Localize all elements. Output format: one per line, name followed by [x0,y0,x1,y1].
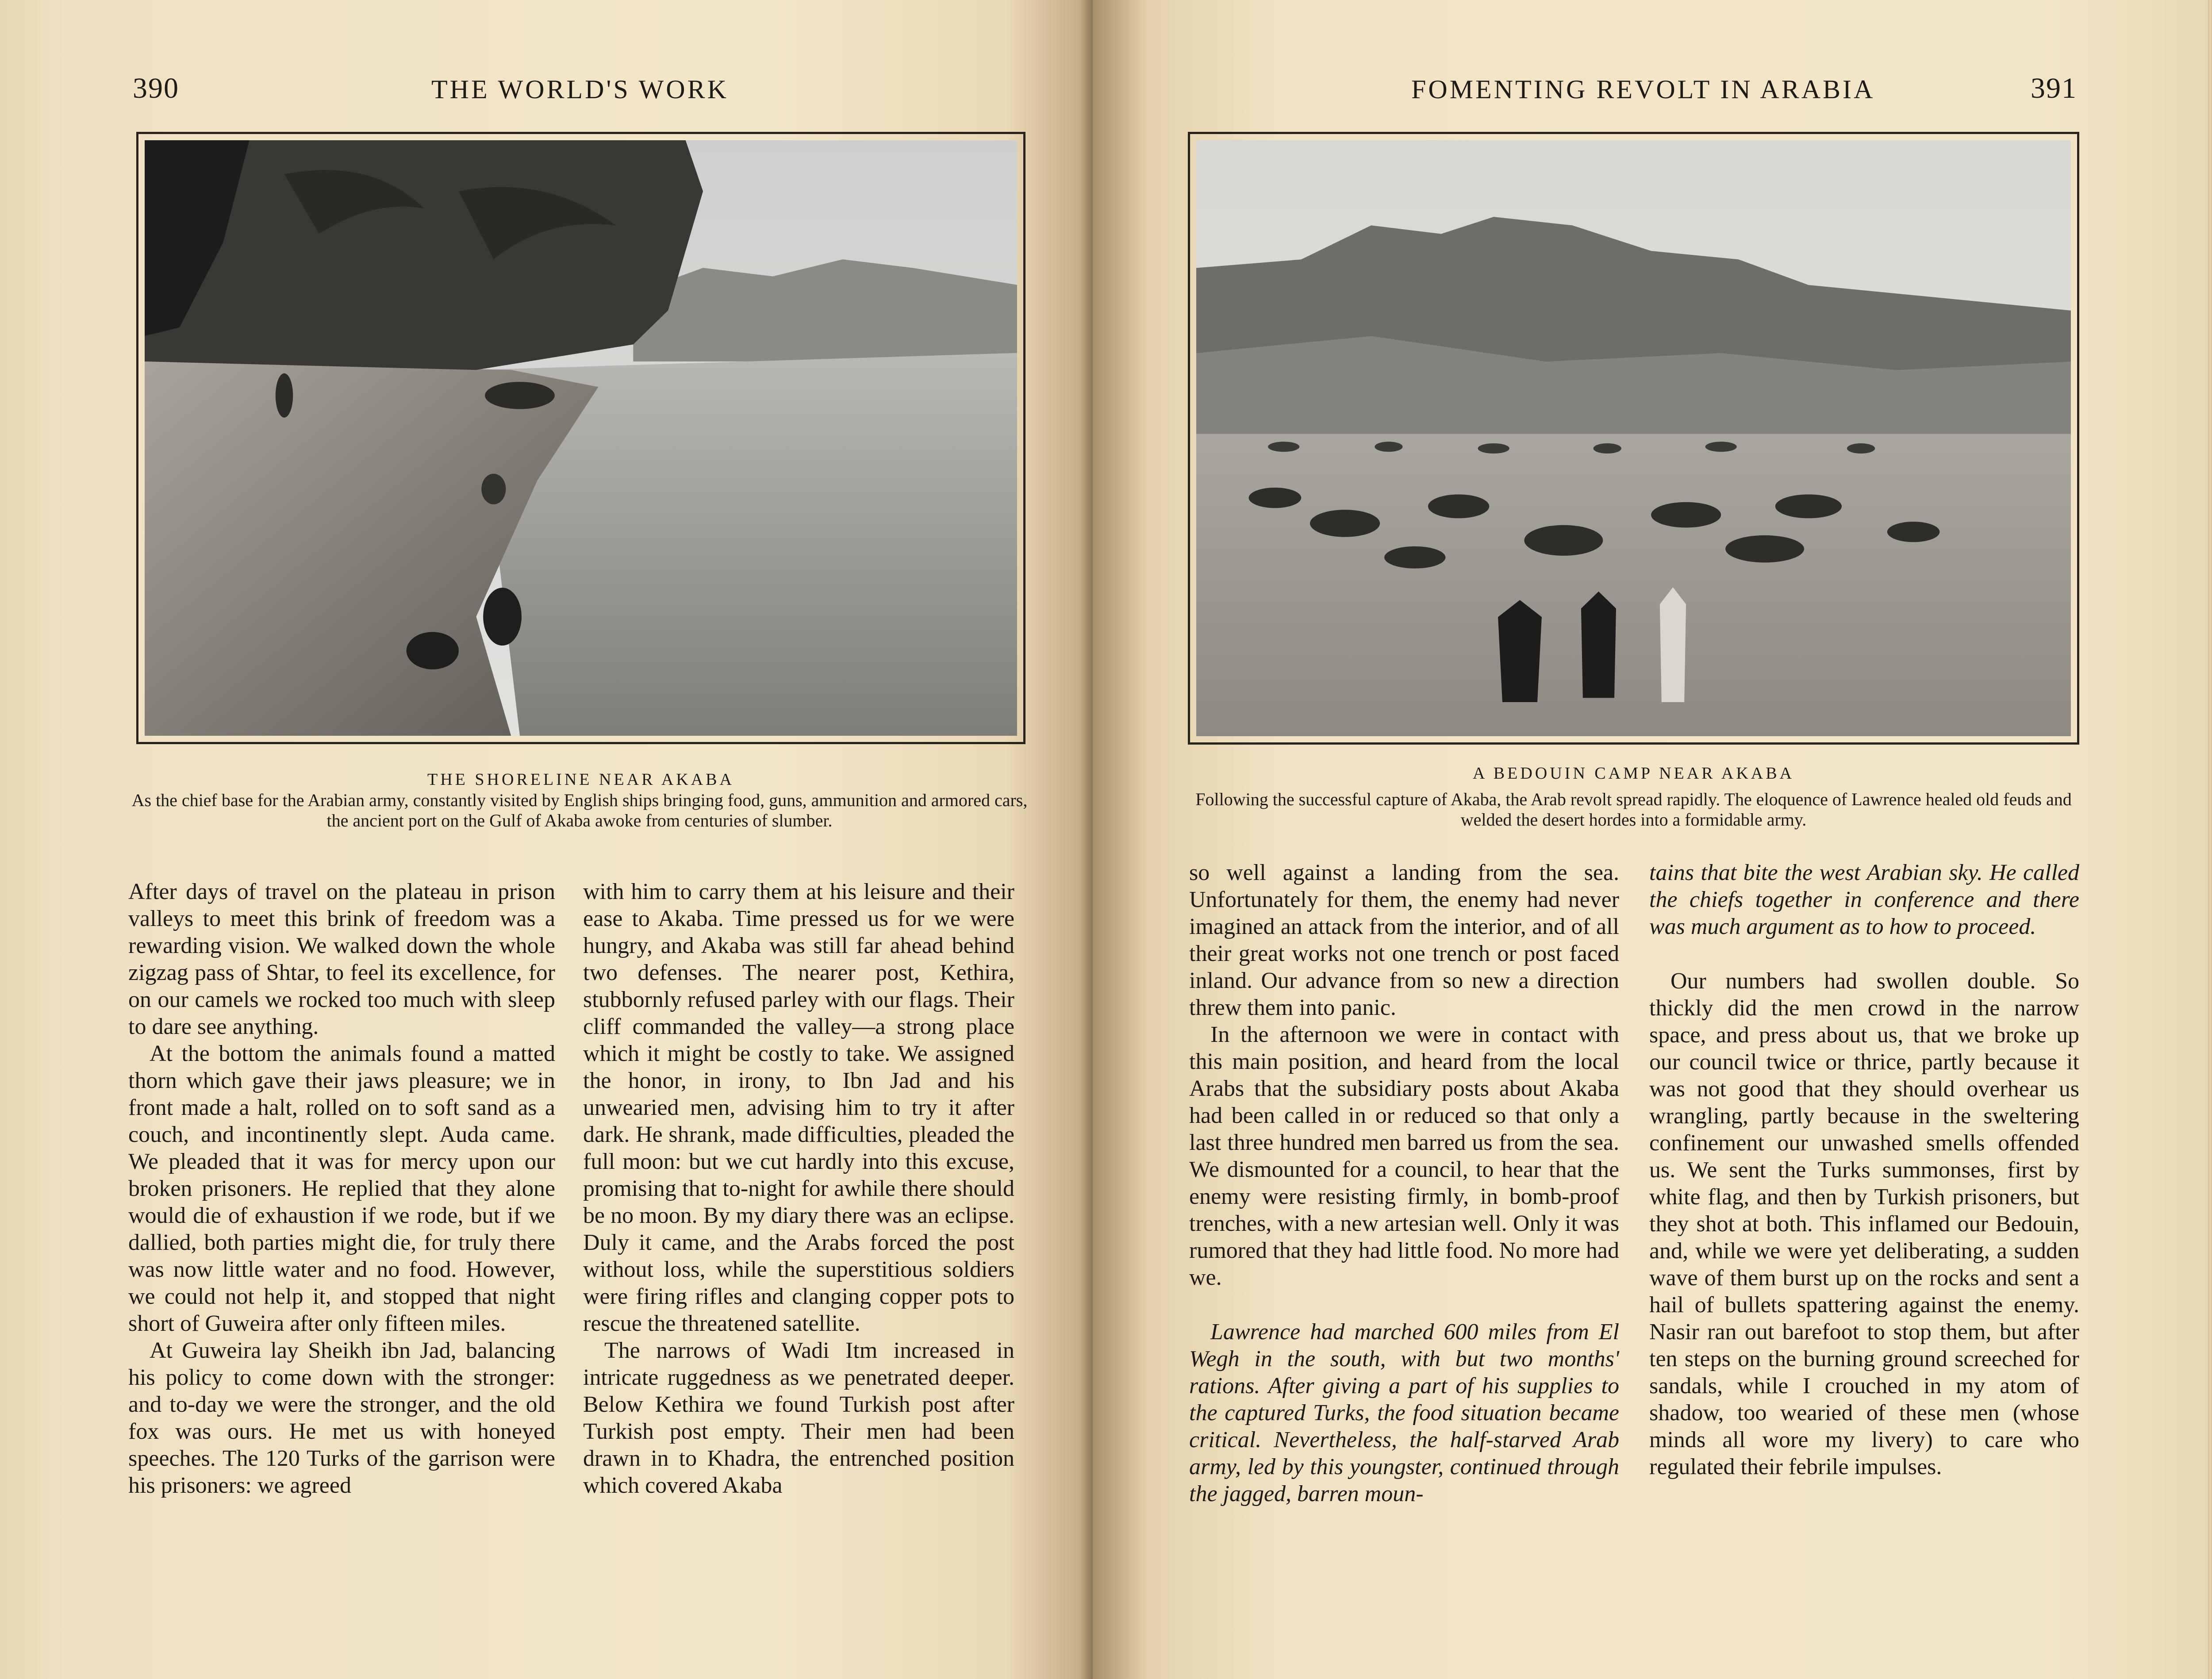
figure-caption: Following the successful capture of Akaba, the Arab revolt spread rapidly. The eloquence of Lawrence healed old feuds and welded the desert hordes into a formidable army. [1195,789,2072,830]
bedouin-camp-photo [1196,140,2071,736]
photo-frame [136,132,1025,744]
paragraph: so well against a landing from the sea. Unfortunately for them, the enemy had never imagined an attack from the interior, and of all their great works not one trench or post faced inland. Our advance from so new a direction threw them into panic. [1189,860,1619,1020]
paragraph: The narrows of Wadi Itm increased in intricate ruggedness as we penetrated deeper. Below Kethira we found Turkish post after Turkish post empty. Their men had been drawn in to Khadra, the entrenched position which covered Akaba [583,1338,1014,1498]
paragraph: Our numbers had swollen double. So thickly did the men crowd in the narrow space, and press about us, that we broke up our council twice or thrice, partly because it was not good that they should overhear us wrangling, partly because in the sweltering confinement our unwashed smells offended us. We sent the Turks summonses, first by white flag, and then by Turkish prisoners, but they shot at both. This inflamed our Bedouin, and, while we were yet deliberating, a sudden wave of them burst up on the rocks and sent a hail of bullets spattering against the enemy. Nasir ran out barefoot to stop them, but after ten steps on the burning ground screeched for sandals, while I crouched in my atom of shadow, too wearied of these men (whose minds all wore my livery) to care who regulated their febrile impulses. [1649,968,2079,1479]
figure-title: A BEDOUIN CAMP NEAR AKABA [1472,764,1795,783]
paragraph: At the bottom the animals found a matted thorn which gave their jaws pleasure; we in front made a halt, rolled on to soft sand as a couch, and incontinently slept. Auda came. We pleaded that it was for mercy upon our broken prisoners. He replied that they alone would die of exhaustion if we rode, but if we dallied, both parties might die, for truly there was now little water and no food. However, we could not help it, and stopped that night short of Guweira after only fifteen miles. [128,1041,555,1336]
running-head: THE WORLD'S WORK [431,75,729,104]
italic-note: Lawrence had marched 600 miles from El Wegh in the south, with but two months' rations. After giving a part of his supplies to the captured Turks, the food situation became critical. Nevertheless, the half-starved Arab army, led by this youngster, continued through the jagged, barren moun- [1189,1319,1619,1506]
left-page [0,0,1093,1679]
paragraph: with him to carry them at his leisure and their ease to Akaba. Time pressed us for we were hungry, and Akaba was still far ahead behind two defenses. The nearer post, Kethira, stubbornly refused parley with our flags. Their cliff commanded the valley—a strong place which it might be costly to take. We assigned the honor, in irony, to Ibn Jad and his unwearied men, advising him to try it after dark. He shrank, made difficulties, pleaded the full moon: but we cut hardly into this excuse, promising that to-night for awhile there should be no moon. By my diary there was an eclipse. Duly it came, and the Arabs forced the post without loss, while the superstitious soldiers were firing rifles and clanging copper pots to rescue the threatened satellite. [583,879,1014,1336]
italic-note: tains that bite the west Arabian sky. He called the chiefs together in conference and there was much argument as to how to proceed. [1649,860,2079,939]
figure-caption: As the chief base for the Arabian army, constantly visited by English ships bringing food, guns, ammunition and armored cars, the ancient port on the Gulf of Akaba awoke from centuries of slumber. [131,790,1028,830]
right-page [1093,0,2208,1679]
bedouin-camp-photo-image [1196,140,2071,736]
page-number: 391 [2031,72,2077,104]
photo-frame [1188,132,2079,745]
text-column-2 [583,878,1014,1499]
paragraph: In the afternoon we were in contact with this main position, and heard from the local Arabs that the subsidiary posts about Akaba had been called in or reduced so that only a last three hundred men barred us from the sea. We dismounted for a council, to hear that the enemy were resisting firmly, in bomb-proof trenches, with a new artesian well. Only it was rumored that they had little food. No more had we. [1189,1022,1619,1290]
shoreline-photo [145,140,1017,736]
paragraph: After days of travel on the plateau in prison valleys to meet this brink of freedom was a rewarding vision. We walked down the whole zigzag pass of Shtar, to feel its excellence, for on our camels we rocked too much with sleep to dare see anything. [128,879,555,1039]
text-column-2 [1649,859,2079,1480]
figure-title: THE SHORELINE NEAR AKABA [427,770,734,789]
shoreline-photo-image [145,140,1017,736]
text-column-1 [128,878,555,1499]
page-edges [2208,0,2212,1679]
running-head: FOMENTING REVOLT IN ARABIA [1411,75,1875,104]
text-column-1 [1189,859,1619,1507]
paragraph: At Guweira lay Sheikh ibn Jad, balancing his policy to come down with the stronger: and to-day we were the stronger, and the old fox was ours. He met us with honeyed speeches. The 120 Turks of the garrison were his prisoners: we agreed [128,1338,555,1498]
page-number: 390 [133,72,179,104]
